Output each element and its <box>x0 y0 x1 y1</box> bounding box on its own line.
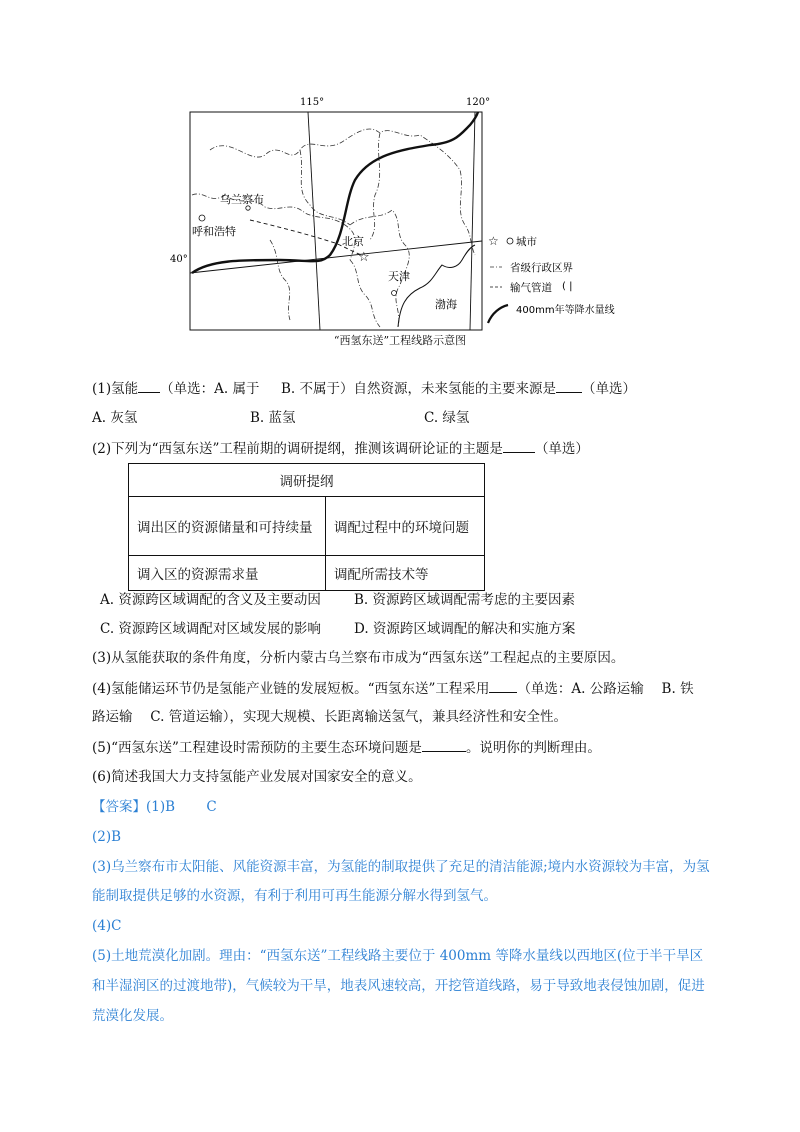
answer-1 <box>92 797 217 817</box>
wulanchabu-city-icon <box>246 206 250 210</box>
pipeline-route-map <box>170 95 650 355</box>
legend-star-icon: ☆ <box>488 234 499 248</box>
q2-part-a: (2)下列为“西氢东送”工程前期的调研提纲，推测该调研论证的主题是 <box>92 441 503 457</box>
tianjin-label: 天津 <box>388 270 410 283</box>
legend-city-label: 城市 <box>516 236 537 248</box>
q4-part-a: (4)氢能储运环节仍是氢能产业链的发展短板。“西氢东送”工程采用 <box>92 681 490 697</box>
q1-blank-2[interactable] <box>556 378 582 393</box>
answer-3-line-1: (3)乌兰察布市太阳能、风能资源丰富，为氢能的制取提供了充足的清洁能源;境内水资源较为丰富，为氢 <box>92 859 710 875</box>
huhehaote-label: 呼和浩特 <box>192 225 236 238</box>
q5-part-a: (5)“西氢东送”工程建设时需预防的主要生态环境问题是 <box>92 740 422 756</box>
question-4 <box>92 678 694 699</box>
answer-1-text: (1)B C <box>146 799 217 815</box>
q4-part-b: （单选：A. 公路运输 B. 铁 <box>517 681 694 697</box>
question-3: (3)从氢能获取的条件角度，分析内蒙古乌兰察布市成为“西氢东送”工程起点的主要原因。 <box>92 650 625 666</box>
q1-option-a[interactable]: A. 灰氢 <box>92 410 138 426</box>
q1-part-d: （单选） <box>581 381 636 397</box>
meridian-120 <box>470 112 475 330</box>
map-caption: “西氢东送”工程线路示意图 <box>333 334 467 347</box>
legend-isohyet-sample <box>488 305 508 323</box>
answer-4: (4)C <box>92 918 122 934</box>
q1-option-c[interactable]: C. 绿氢 <box>424 410 470 426</box>
coastline <box>398 245 475 327</box>
lat-40-label: 40° <box>170 254 188 265</box>
table-cell: 调配所需技术等 <box>326 556 485 591</box>
q1-option-b[interactable]: B. 蓝氢 <box>250 410 296 426</box>
q1-part-a: (1)氢能 <box>92 381 139 397</box>
legend-border-label: 省级行政区界 <box>510 262 573 274</box>
answer-5-line-3: 荒漠化发展。 <box>92 1008 173 1024</box>
legend-pipeline-label: 输气管道 <box>510 282 552 294</box>
question-2 <box>92 438 589 459</box>
legend-isohyet-label: 400mm年等降水量线 <box>516 305 615 316</box>
question-6: (6)简述我国大力支持氢能产业发展对国家安全的意义。 <box>92 769 422 785</box>
q2-option-c[interactable]: C. 资源跨区域调配对区域发展的影响 <box>100 621 321 637</box>
q1-part-b: （单选：A. 属于 <box>160 381 260 397</box>
answer-3-line-2: 能制取提供足够的水资源，有利于利用可再生能源分解水得到氢气。 <box>92 888 497 904</box>
lon-115-label: 115° <box>300 97 325 108</box>
answer-5-line-1: (5)土地荒漠化加剧。理由：“西氢东送”工程线路主要位于 400mm 等降水量线以西地区(位于半干旱区 <box>92 948 704 964</box>
tianjin-city-icon <box>392 291 397 296</box>
answer-2: (2)B <box>92 829 122 845</box>
bohai-label: 渤海 <box>435 298 457 311</box>
research-outline-table <box>128 463 485 591</box>
beijing-star-icon: ☆ <box>358 250 370 265</box>
answer-5-line-2: 和半湿润区的过渡地带)，气候较为干旱，地表风速较高，开挖管道线路，易于导致地表侵蚀加剧，促进 <box>92 978 705 994</box>
q4-blank[interactable] <box>489 678 517 693</box>
beijing-label: 北京 <box>342 235 364 248</box>
table-cell: 调配过程中的环境问题 <box>326 497 485 556</box>
lon-120-label: 120° <box>466 97 491 108</box>
q2-option-b[interactable]: B. 资源跨区域调配需考虑的主要因素 <box>354 592 576 608</box>
wulanchabu-label: 乌兰察布 <box>220 193 264 206</box>
q2-blank[interactable] <box>503 438 535 453</box>
table-title: 调研提纲 <box>129 464 485 497</box>
q2-option-a[interactable]: A. 资源跨区域调配的含义及主要动因 <box>100 592 321 608</box>
legend-bracket-icon: ( | <box>562 281 573 292</box>
q1-part-c: B. 不属于）自然资源，未来氢能的主要来源是 <box>280 381 556 397</box>
question-4-cont: 路运输 C. 管道运输），实现大规模、长距离输送氢气，兼具经济性和安全性。 <box>92 709 567 725</box>
table-cell: 调出区的资源储量和可持续量 <box>129 497 326 556</box>
q2-part-b: （单选） <box>534 441 589 457</box>
legend-city-icon <box>507 238 513 244</box>
answer-tag: 【答案】 <box>92 799 146 815</box>
huhehaote-city-icon <box>199 215 205 221</box>
question-5 <box>92 737 601 758</box>
table-cell: 调入区的资源需求量 <box>129 556 326 591</box>
question-1 <box>92 378 636 399</box>
q5-blank[interactable] <box>422 737 466 752</box>
q2-option-d[interactable]: D. 资源跨区域调配的解决和实施方案 <box>354 621 576 637</box>
q5-part-b: 。说明你的判断理由。 <box>465 740 601 756</box>
q1-blank-1[interactable] <box>138 378 160 393</box>
